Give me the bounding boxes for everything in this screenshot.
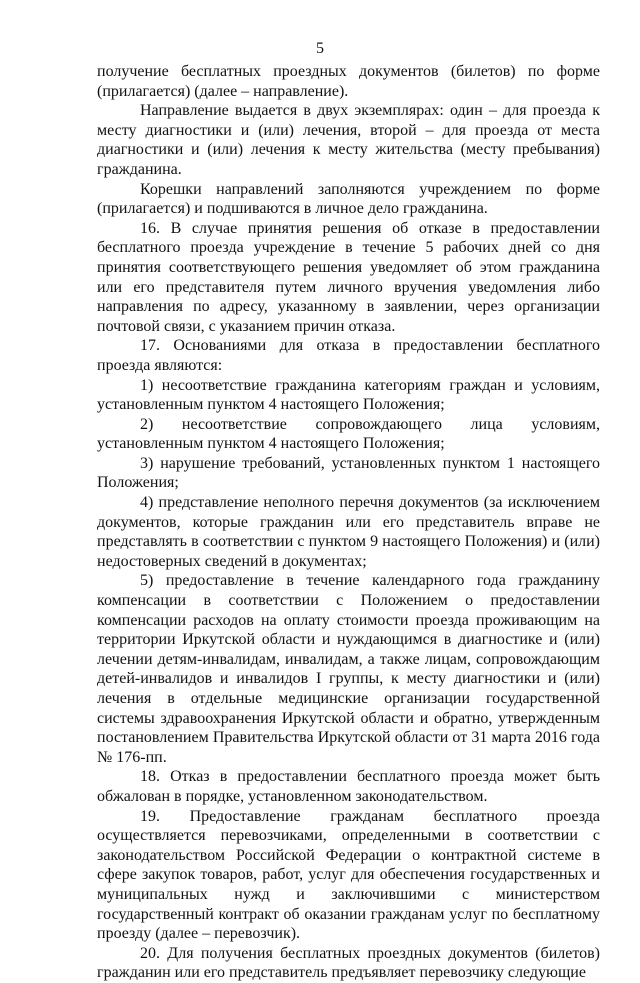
- paragraph-item-20: 20. Для получения бесплатных проездных документов (билетов) гражданин или его представитель предъявляет перевозчику следующие: [97, 944, 600, 982]
- paragraph-item-19: 19. Предоставление гражданам бесплатного проезда осуществляется перевозчиками, определенными в соответствии с законодательством Российской Федерации о контрактной системе в сфере закупок товаров, работ, услуг для обеспечения государственных и муниципальных нужд и заключившими с министерством государственный контракт об оказании гражданам услуг по бесплатному проезду (далее – перевозчик).: [97, 807, 600, 943]
- paragraph-ground-2: 2) несоответствие сопровождающего лица условиям, установленным пунктом 4 настоящего Положения;: [97, 415, 600, 453]
- paragraph-ground-1: 1) несоответствие гражданина категориям граждан и условиям, установленным пунктом 4 настоящего Положения;: [97, 376, 600, 414]
- paragraph-item-16: 16. В случае принятия решения об отказе в предоставлении бесплатного проезда учреждение в течение 5 рабочих дней со дня принятия соответствующего решения уведомляет об этом гражданина или его представителя путем личного вручения уведомления либо направления по адресу, указанному в заявлении, через организации почтовой связи, с указанием причин отказа.: [97, 219, 600, 335]
- paragraph-ground-5: 5) предоставление в течение календарного года гражданину компенсации в соответствии с Положением о предоставлении компенсации расходов на оплату стоимости проезда проживающим на территории Иркутской области и нуждающимся в диагностике и (или) лечении детям-инвалидам, инвалидам, а также лицам, сопровождающим детей-инвалидов и инвалидов I группы, к месту диагностики и (или) лечения в отдельные медицинские организации государственной системы здравоохранения Иркутской области и обратно, утвержденным постановлением Правительства Иркутской области от 31 марта 2016 года № 176-пп.: [97, 572, 600, 766]
- paragraph-ground-3: 3) нарушение требований, установленных пунктом 1 настоящего Положения;: [97, 454, 600, 492]
- paragraph-item-18: 18. Отказ в предоставлении бесплатного проезда может быть обжалован в порядке, установленном законодательством.: [97, 768, 600, 805]
- document-body: [97, 62, 600, 983]
- paragraph-referral-copies: Направление выдается в двух экземплярах: один – для проезда к месту диагностики и (или) лечения, второй – для проезда от места диагностики и (или) лечения к месту жительства (месту пребывания) гражданина.: [97, 102, 600, 178]
- paragraph-item-17: 17. Основаниями для отказа в предоставлении бесплатного проезда являются:: [97, 337, 600, 374]
- page-number: 5: [316, 40, 324, 57]
- paragraph-continuation: получение бесплатных проездных документов (билетов) по форме (прилагается) (далее – направление).: [97, 63, 600, 100]
- paragraph-ground-4: 4) представление неполного перечня документов (за исключением документов, которые гражданин или его представитель вправе не представлять в соответствии с пунктом 9 настоящего Положения) и (или) недостоверных сведений в документах;: [97, 494, 600, 570]
- paragraph-referral-stubs: Корешки направлений заполняются учреждением по форме (прилагается) и подшиваются в личное дело гражданина.: [97, 180, 600, 218]
